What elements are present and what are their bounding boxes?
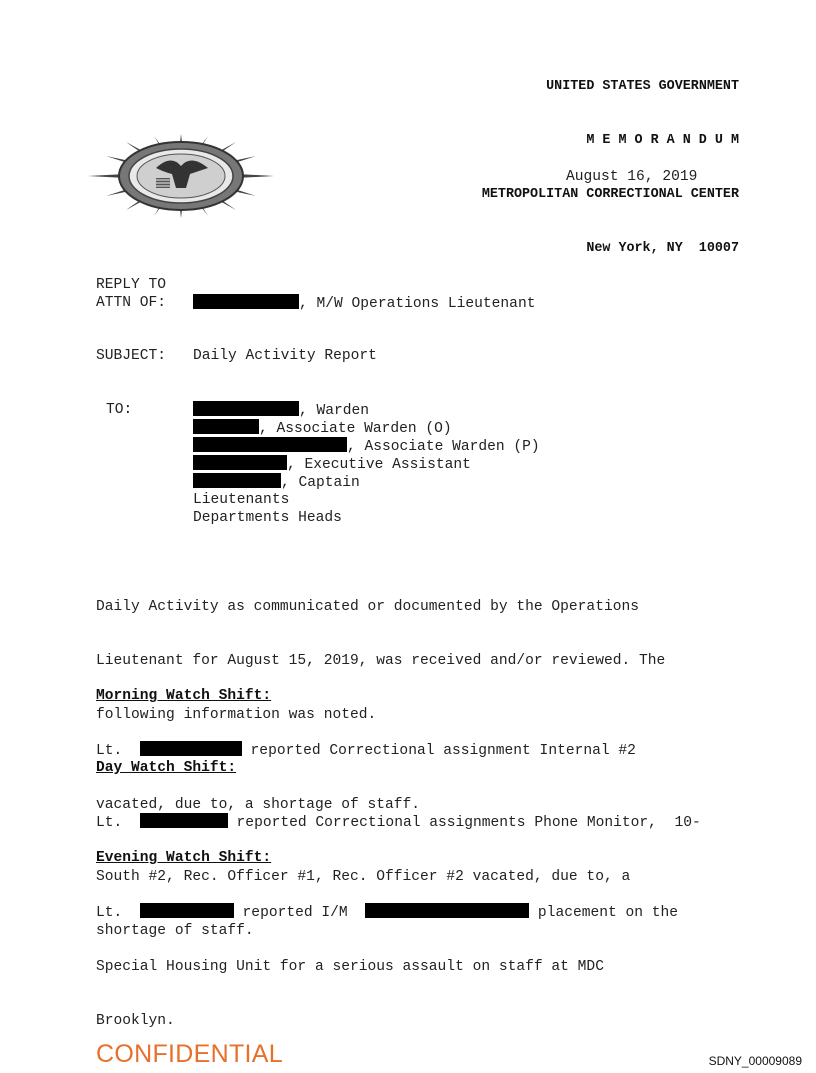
- evening-watch-section: [96, 813, 678, 1048]
- intro-paragraph: Daily Activity as communicated or documented by the Operations Lieutenant for August 15, 2019, was received and/or reviewed. The following information was noted.: [96, 599, 666, 723]
- header-line-memorandum: M E M O R A N D U M: [586, 133, 739, 148]
- reply-to-label: REPLY TO: [96, 277, 167, 293]
- attn-of-title: , M/W Operations Lieutenant: [299, 296, 536, 312]
- header-line-address: New York, NY 10007: [586, 241, 739, 256]
- memo-date: August 16, 2019: [566, 169, 698, 185]
- redaction-box: [140, 903, 234, 918]
- redaction-box: [193, 437, 347, 452]
- confidential-stamp: CONFIDENTIAL: [96, 1040, 283, 1068]
- redaction-box: [193, 294, 299, 309]
- to-recipient-aw-programs: , Associate Warden (P): [193, 437, 540, 456]
- bates-number: SDNY_00009089: [708, 1054, 802, 1068]
- day-watch-heading: Day Watch Shift:: [96, 760, 237, 776]
- redaction-box: [365, 903, 529, 918]
- day-watch-line3: shortage of staff.: [96, 923, 254, 939]
- to-label: TO:: [106, 402, 133, 418]
- memo-header: [482, 42, 739, 276]
- to-recipient-executive-assistant: , Executive Assistant: [193, 455, 471, 474]
- redaction-box: [193, 473, 281, 488]
- subject-label: SUBJECT:: [96, 348, 167, 364]
- day-watch-line2: South #2, Rec. Officer #1, Rec. Officer #2 vacated, due to, a: [96, 869, 631, 885]
- to-recipient-warden: , Warden: [193, 401, 369, 420]
- redaction-box: [193, 419, 259, 434]
- evening-watch-line1: Lt. reported I/M placement on the: [96, 905, 679, 921]
- morning-watch-line2: vacated, due to, a shortage of staff.: [96, 797, 421, 813]
- redaction-box: [193, 455, 287, 470]
- day-watch-line1: Lt. reported Correctional assignments Phone Monitor, 10-: [96, 815, 701, 831]
- attn-of-value: [193, 294, 535, 313]
- evening-watch-heading: Evening Watch Shift:: [96, 850, 272, 866]
- doj-seal-icon: [86, 132, 276, 220]
- to-recipient-department-heads: Departments Heads: [193, 510, 342, 526]
- morning-watch-line1: Lt. reported Correctional assignment Internal #2: [96, 743, 636, 759]
- redaction-box: [193, 401, 299, 416]
- header-line-institution: METROPOLITAN CORRECTIONAL CENTER: [481, 187, 739, 202]
- to-recipient-captain: , Captain: [193, 473, 360, 492]
- to-recipient-lieutenants: Lieutenants: [193, 492, 290, 508]
- attn-of-label: ATTN OF:: [96, 295, 167, 311]
- evening-watch-line2: Special Housing Unit for a serious assault on staff at MDC: [96, 959, 604, 975]
- morning-watch-heading: Morning Watch Shift:: [96, 688, 272, 704]
- header-line-government: UNITED STATES GOVERNMENT: [546, 79, 739, 94]
- evening-watch-line3: Brooklyn.: [96, 1013, 175, 1029]
- to-recipient-aw-operations: , Associate Warden (O): [193, 419, 452, 438]
- subject-value: Daily Activity Report: [193, 348, 377, 364]
